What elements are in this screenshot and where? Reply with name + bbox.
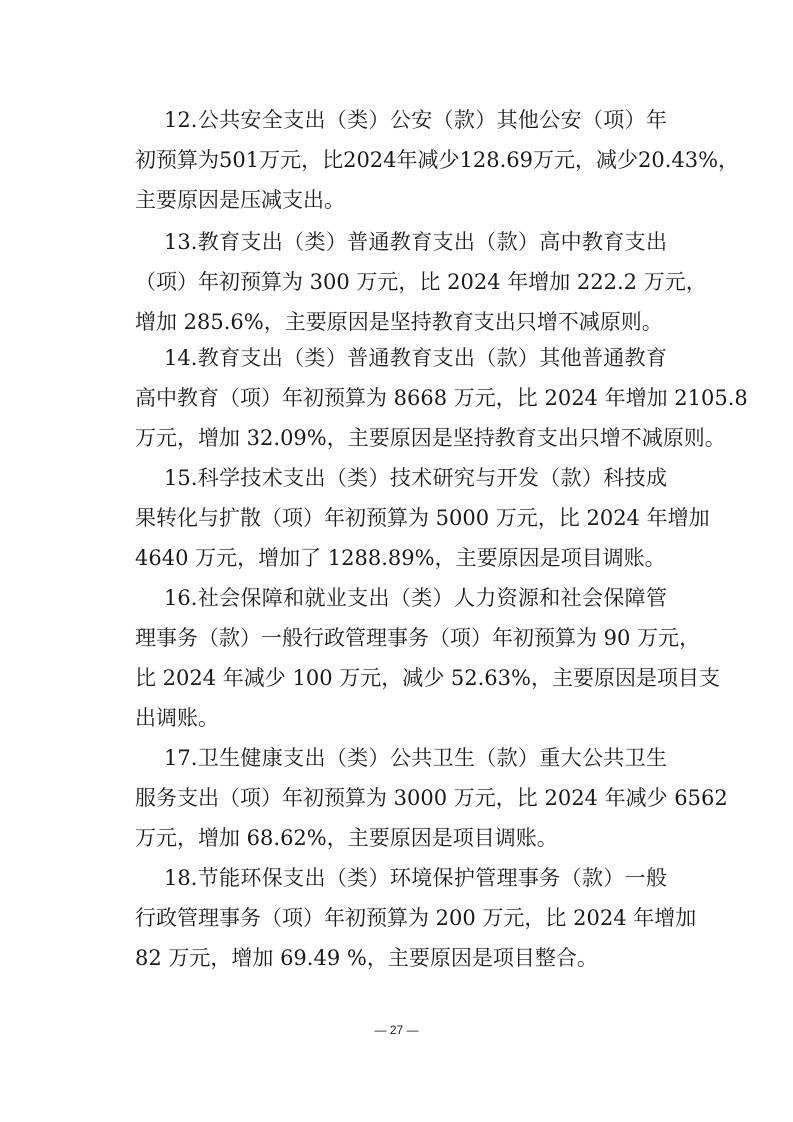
paragraph-line: 比 2024 年减少 100 万元，减少 52.63%，主要原因是项目支 — [135, 666, 720, 690]
paragraph-line: 4640 万元，增加了 1288.89%，主要原因是项目调账。 — [135, 546, 666, 570]
paragraph-line: 高中教育（项）年初预算为 8668 万元，比 2024 年增加 2105.8 — [135, 386, 748, 410]
paragraph-line: 万元，增加 32.09%，主要原因是坚持教育支出只增不减原则。 — [135, 426, 726, 450]
paragraph-line: 主要原因是压减支出。 — [135, 188, 345, 212]
paragraph-line: 出调账。 — [135, 706, 219, 730]
paragraph-line: 增加 285.6%，主要原因是坚持教育支出只增不减原则。 — [135, 310, 663, 334]
paragraph-line: 行政管理事务（项）年初预算为 200 万元，比 2024 年增加 — [135, 906, 697, 930]
paragraph-line: 15.科学技术支出（类）技术研究与开发（款）科技成 — [164, 466, 667, 490]
page-number: — 27 — — [374, 1023, 419, 1037]
paragraph-line: 初预算为501万元，比2024年减少128.69万元，减少20.43%， — [135, 148, 740, 172]
paragraph-line: 18.节能环保支出（类）环境保护管理事务（款）一般 — [164, 866, 667, 890]
paragraph-line: 82 万元，增加 69.49 %，主要原因是项目整合。 — [135, 946, 598, 970]
paragraph-line: （项）年初预算为 300 万元，比 2024 年增加 222.2 万元， — [135, 270, 707, 294]
paragraph-line: 万元，增加 68.62%，主要原因是项目调账。 — [135, 826, 558, 850]
paragraph-line: 服务支出（项）年初预算为 3000 万元，比 2024 年减少 6562 — [135, 786, 728, 810]
paragraph-line: 13.教育支出（类）普通教育支出（款）高中教育支出 — [164, 230, 667, 254]
paragraph-line: 理事务（款）一般行政管理事务（项）年初预算为 90 万元， — [135, 626, 701, 650]
paragraph-line: 果转化与扩散（项）年初预算为 5000 万元，比 2024 年增加 — [135, 506, 710, 530]
paragraph-line: 14.教育支出（类）普通教育支出（款）其他普通教育 — [164, 346, 667, 370]
paragraph-line: 12.公共安全支出（类）公安（款）其他公安（项）年 — [164, 108, 667, 132]
paragraph-line: 17.卫生健康支出（类）公共卫生（款）重大公共卫生 — [164, 746, 667, 770]
paragraph-line: 16.社会保障和就业支出（类）人力资源和社会保障管 — [164, 586, 667, 610]
